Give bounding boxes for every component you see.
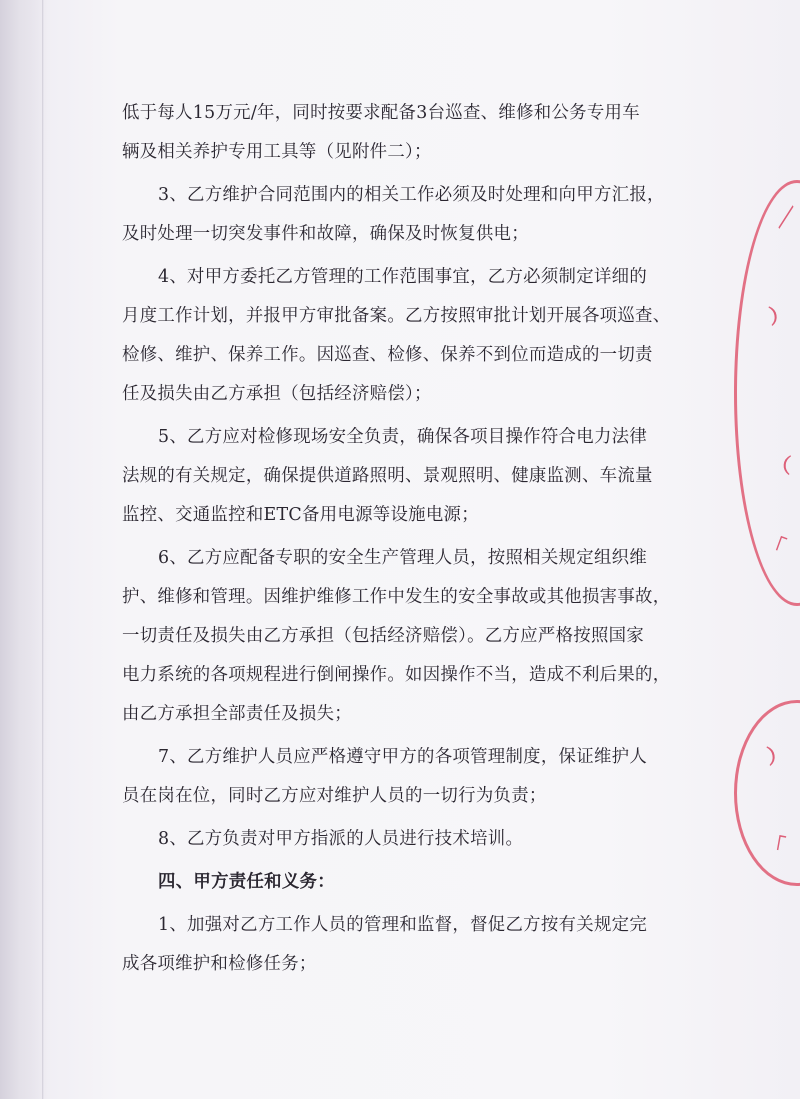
seal-mark: ﹂ [760, 832, 789, 857]
seal-mark: ﹂ [759, 530, 790, 558]
text-line-13: 护、维修和管理。因维护维修工作中发生的安全事故或其他损害事故， [122, 587, 671, 607]
text-line-11: 监控、交通监控和ETC备用电源等设施电源； [122, 505, 479, 525]
text-line-3: 3、乙方维护合同范围内的相关工作必须及时处理和向甲方汇报， [158, 185, 665, 205]
text-line-8: 任及损失由乙方承担（包括经济赔偿）； [122, 384, 432, 404]
text-line-19: 8、乙方负责对甲方指派的人员进行技术培训。 [158, 829, 524, 849]
text-line-7: 检修、维护、保养工作。因巡查、检修、保养不到位而造成的一切责 [122, 345, 653, 365]
text-line-2: 辆及相关养护专用工具等（见附件二）； [122, 142, 432, 162]
text-line-4: 及时处理一切突发事件和故障，确保及时恢复供电； [122, 224, 529, 244]
seal-mark: ︵ [764, 302, 793, 327]
text-line-14: 一切责任及损失由乙方承担（包括经济赔偿）。乙方应严格按照国家 [122, 626, 645, 646]
text-line-22: 成各项维护和检修任务； [122, 954, 317, 974]
text-line-21: 1、加强对乙方工作人员的管理和监督，督促乙方按有关规定完 [158, 915, 648, 935]
section-heading: 四、甲方责任和义务： [158, 872, 335, 892]
text-line-12: 6、乙方应配备专职的安全生产管理人员，按照相关规定组织维 [158, 548, 648, 568]
text-line-1: 低于每人15万元/年，同时按要求配备3台巡查、维修和公务专用车 [122, 103, 640, 123]
text-line-6: 月度工作计划，并报甲方审批备案。乙方按照审批计划开展各项巡查、 [122, 306, 671, 326]
text-line-5: 4、对甲方委托乙方管理的工作范围事宜，乙方必须制定详细的 [158, 267, 648, 287]
text-line-16: 由乙方承担全部责任及损失； [122, 704, 352, 724]
seal-mark: ╲ [772, 205, 800, 229]
seal-mark: ︶ [767, 453, 794, 476]
seal-mark: ︵ [762, 742, 791, 767]
text-line-9: 5、乙方应对检修现场安全负责，确保各项目操作符合电力法律 [158, 427, 648, 447]
binding-fold-line [42, 0, 44, 1099]
text-line-10: 法规的有关规定，确保提供道路照明、景观照明、健康监测、车流量 [122, 466, 653, 486]
text-line-15: 电力系统的各项规程进行倒闸操作。如因操作不当，造成不利后果的， [122, 665, 671, 685]
text-line-18: 员在岗在位，同时乙方应对维护人员的一切行为负责； [122, 786, 547, 806]
red-seal-stamp-lower [734, 700, 800, 886]
text-line-17: 7、乙方维护人员应严格遵守甲方的各项管理制度，保证维护人 [158, 747, 648, 767]
